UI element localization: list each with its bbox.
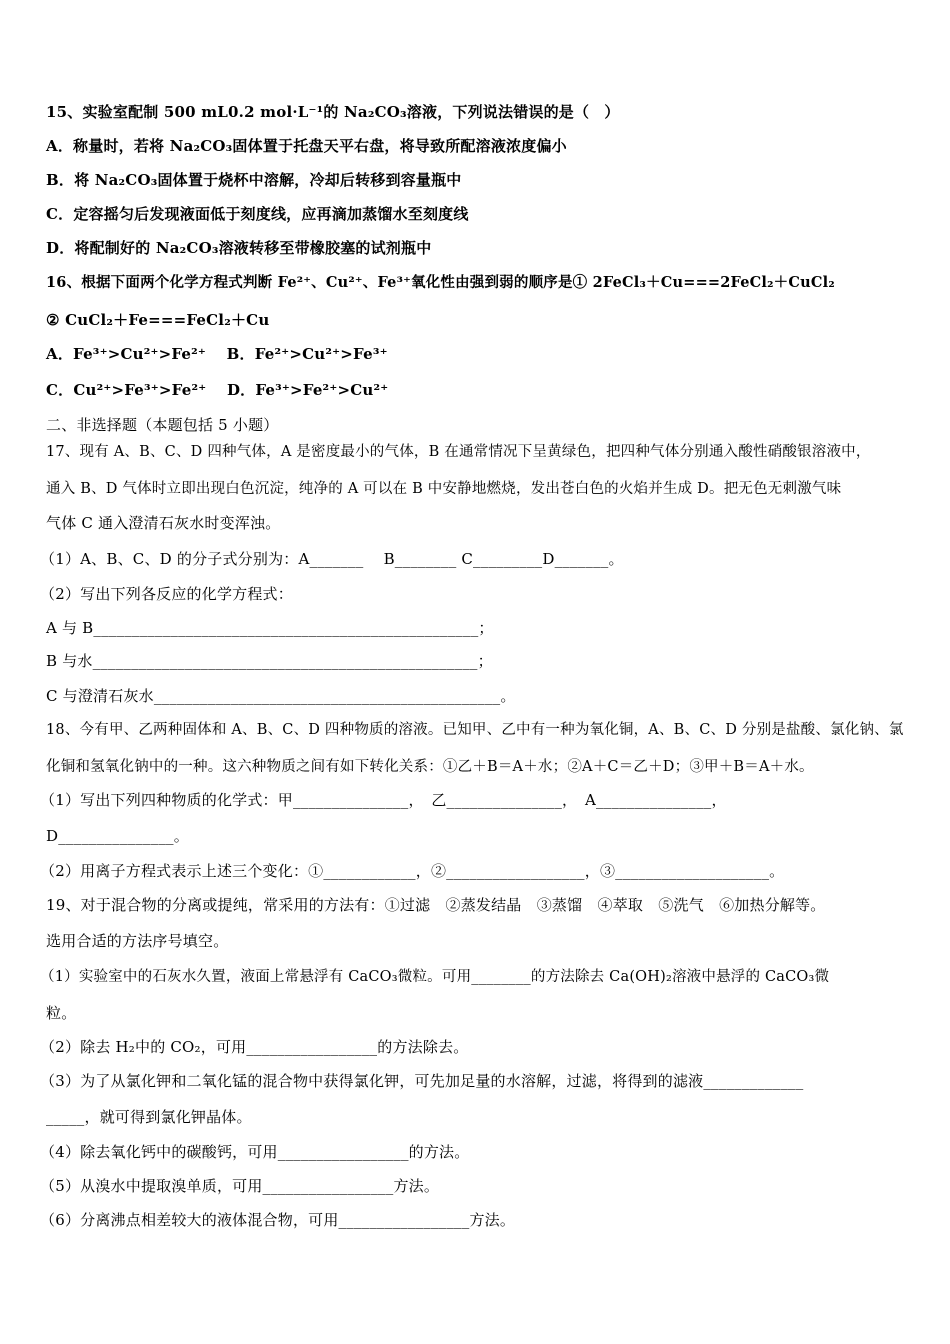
q16-options-ab: A．Fe³⁺>Cu²⁺>Fe²⁺ B．Fe²⁺>Cu²⁺>Fe³⁺: [46, 345, 388, 363]
q18-part-1-cont: D_______________。: [46, 827, 189, 845]
q15-option-a: A．称量时，若将 Na₂CO₃固体置于托盘天平右盘，将导致所配溶液浓度偏小: [46, 137, 567, 155]
q19-line-1: 19、对于混合物的分离或提纯，常采用的方法有：①过滤 ②蒸发结晶 ③蒸馏 ④萃取 ⑤洗气 ⑥加热分解等。: [46, 896, 826, 914]
q17-c-limewater-blank: C 与澄清石灰水_____________________________________________。: [46, 687, 516, 705]
q17-a-b-blank: A 与 B__________________________________________________；: [46, 619, 494, 637]
q16-equation-2: ② CuCl₂＋Fe===FeCl₂＋Cu: [46, 311, 270, 329]
q16-stem: 16、根据下面两个化学方程式判断 Fe²⁺、Cu²⁺、Fe³⁺氧化性由强到弱的顺序是① 2FeCl₃＋Cu===2FeCl₂＋CuCl₂: [46, 274, 835, 291]
q17-part-1: （1）A、B、C、D 的分子式分别为：A_______ B________ C_________D_______。: [40, 550, 624, 568]
section-heading: 二、非选择题（本题包括 5 小题）: [46, 416, 279, 434]
q19-part-2: （2）除去 H₂中的 CO₂，可用_________________的方法除去。: [40, 1038, 469, 1056]
q17-line-1: 17、现有 A、B、C、D 四种气体，A 是密度最小的气体，B 在通常情况下呈黄绿色，把四种气体分别通入酸性硝酸银溶液中，: [46, 444, 871, 460]
q19-part-3-cont: _____，就可得到氯化钾晶体。: [46, 1108, 252, 1126]
q17-part-2: （2）写出下列各反应的化学方程式：: [40, 585, 293, 603]
q17-line-2: 通入 B、D 气体时立即出现白色沉淀，纯净的 A 可以在 B 中安静地燃烧，发出苍白色的火焰并生成 D。把无色无刺激气味: [46, 481, 842, 497]
q16-options-cd: C．Cu²⁺>Fe³⁺>Fe²⁺ D．Fe³⁺>Fe²⁺>Cu²⁺: [46, 381, 389, 399]
q19-part-5: （5）从溴水中提取溴单质，可用_________________方法。: [40, 1177, 440, 1195]
q15-option-b: B．将 Na₂CO₃固体置于烧杯中溶解，冷却后转移到容量瓶中: [46, 171, 462, 189]
q19-part-3: （3）为了从氯化钾和二氧化锰的混合物中获得氯化钾，可先加足量的水溶解，过滤，将得到的滤液_____________: [40, 1072, 804, 1090]
q15-stem: 15、实验室配制 500 mL0.2 mol·L⁻¹的 Na₂CO₃溶液，下列说法错误的是（ ）: [46, 103, 620, 121]
q18-part-1: （1）写出下列四种物质的化学式：甲_______________， 乙_______________， A_______________，: [40, 791, 727, 809]
q19-line-2: 选用合适的方法序号填空。: [46, 932, 229, 950]
q18-line-2: 化铜和氢氧化钠中的一种。这六种物质之间有如下转化关系：①乙＋B＝A＋水；②A＋C＝乙＋D；③甲＋B＝A＋水。: [46, 759, 814, 775]
q15-option-d: D．将配制好的 Na₂CO₃溶液转移至带橡胶塞的试剂瓶中: [46, 239, 432, 257]
q17-b-water-blank: B 与水__________________________________________________；: [46, 652, 493, 670]
q18-line-1: 18、今有甲、乙两种固体和 A、B、C、D 四种物质的溶液。已知甲、乙中有一种为氧化铜，A、B、C、D 分别是盐酸、氯化钠、氯: [46, 722, 904, 738]
q19-part-6: （6）分离沸点相差较大的液体混合物，可用_________________方法。: [40, 1211, 516, 1229]
q19-part-4: （4）除去氧化钙中的碳酸钙，可用_________________的方法。: [40, 1143, 470, 1161]
q15-option-c: C．定容摇匀后发现液面低于刻度线，应再滴加蒸馏水至刻度线: [46, 205, 469, 223]
q19-part-1-cont: 粒。: [46, 1004, 77, 1022]
q19-part-1: （1）实验室中的石灰水久置，液面上常悬浮有 CaCO₃微粒。可用________的方法除去 Ca(OH)₂溶液中悬浮的 CaCO₃微: [40, 969, 830, 985]
q18-part-2: （2）用离子方程式表示上述三个变化：①____________，②__________________，③____________________。: [40, 862, 785, 880]
q17-line-3: 气体 C 通入澄清石灰水时变浑浊。: [46, 514, 281, 532]
